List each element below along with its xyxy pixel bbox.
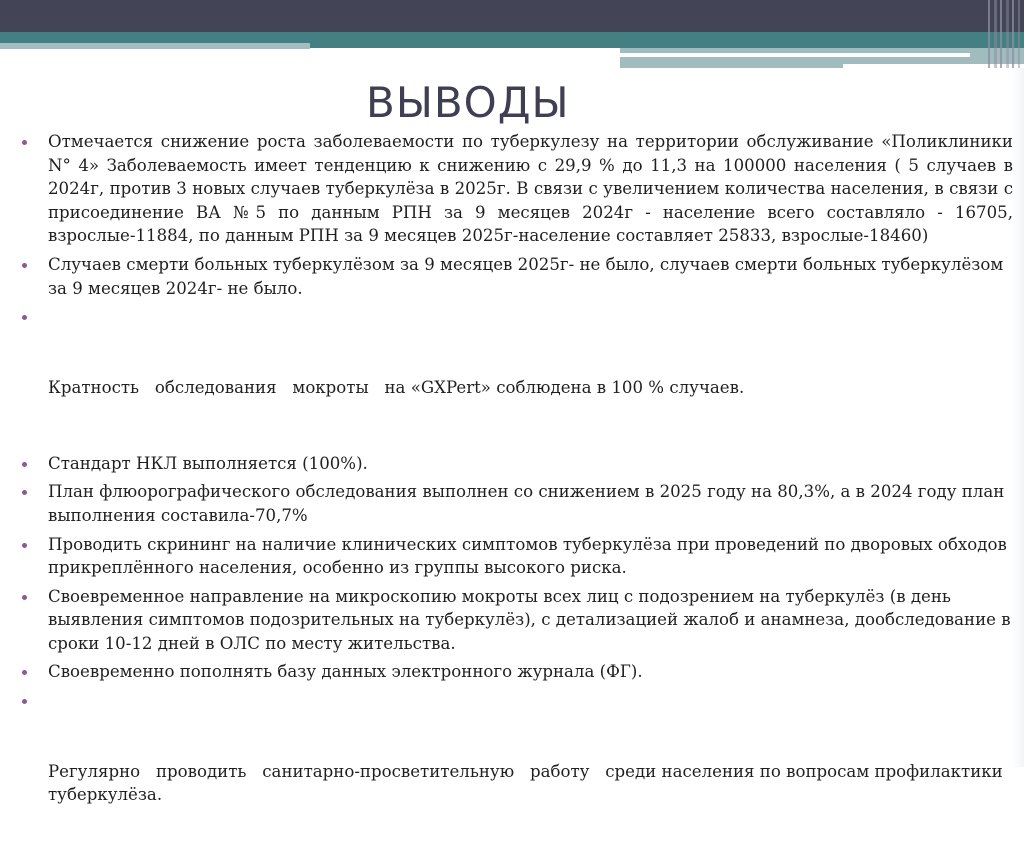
slide-title: ВЫВОДЫ [366,78,570,127]
bullet-item [18,452,1013,476]
header-band-light-left [0,43,310,49]
bullet-text: Своевременно пополнять базу данных электронного журнала (ФГ). [48,662,643,682]
bullet-dot-icon [22,670,27,675]
bullet-dot-icon [22,263,27,268]
bullet-text: Стандарт НКЛ выполняется (100%). [48,453,368,473]
bullet-dot-icon [22,462,27,467]
bullet-dot-icon [22,140,27,145]
bullet-item [18,130,1013,248]
bullet-item [18,585,1013,656]
bullet-text: Кратность обследования мокроты на «GXPert» соблюдена в 100 % случаев. [48,377,745,397]
header-edge-lines [984,0,1024,68]
bullet-item [18,305,1013,447]
bullet-dot-icon [22,543,27,548]
bullet-dot-icon [22,315,27,320]
header-white-stripe [620,53,970,57]
bullet-item [18,253,1013,300]
bullet-list [18,130,1013,859]
bullet-text: Регулярно проводить санитарно-просветительную работу среди населения по вопросам профилактики туберкулёза. [48,761,1008,805]
bullet-text: Случаев смерти больных туберкулёзом за 9 месяцев 2025г- не было, случаев смерти больных туберкулёзом за 9 месяцев 2024г- не было. [48,254,1004,298]
header-band-dark [0,0,1024,32]
bullet-item [18,689,1013,854]
bullet-dot-icon [22,490,27,495]
bullet-text: Проводить скрининг на наличие клинических симптомов туберкулёза при проведений по дворовых обходов прикреплённого населения, особенно из группы высокого риска. [48,534,1007,578]
right-edge-shadow [1012,68,1024,767]
bullet-item [18,533,1013,580]
bullet-dot-icon [22,595,27,600]
bullet-text: Отмечается снижение роста заболеваемости по туберкулезу на территории обслуживание «Поликлиники N° 4» Заболеваемость имеет тенденцию к снижению с 29,9 % до 11,3 на 100000 населения ( 5 случаев в 2024г, против 3 новых случаев туберкулёза в 2025г. В связи с увеличением количества населения, в связи с присоединение ВА №5 по данным РПН за 9 месяцев 2024г - население всего составляло - 16705, взрослые-11884, по данным РПН за 9 месяцев 2025г-население составляет 25833, взрослые-18460) [48,132,1013,246]
bullet-item [18,660,1013,684]
bullet-text: План флюорографического обследования выполнен со снижением в 2025 году на 80,3%, а в 2024 году план выполнения составила-70,7% [48,482,1005,525]
bullet-dot-icon [22,699,27,704]
bullet-text: Своевременное направление на микроскопию мокроты всех лиц с подозрением на туберкулёз (в день выявления симптомов подозрительных на туберкулёз), с детализацией жалоб и анамнеза, дообследование в сроки 10-12 дней в ОЛС по месту жительства. [48,586,1011,653]
bullet-item [18,480,1013,527]
